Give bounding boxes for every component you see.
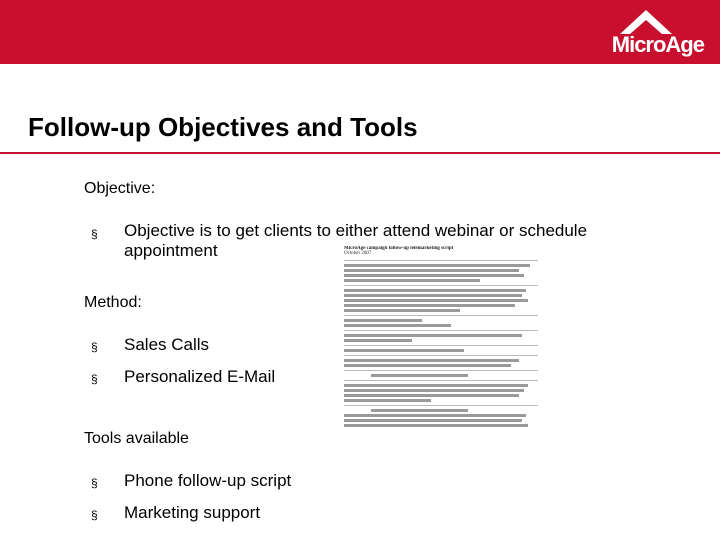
doc-line [344, 264, 530, 267]
doc-separator [344, 315, 538, 316]
doc-line [344, 334, 522, 337]
bullet-marker: § [91, 227, 98, 241]
bullet-marker: § [91, 340, 98, 354]
doc-line [344, 269, 519, 272]
doc-separator [344, 260, 538, 261]
doc-line [344, 274, 524, 277]
doc-line [344, 424, 528, 427]
bullet-personalized-email: Personalized E-Mail [124, 367, 276, 386]
section-label-objective: Objective: [84, 180, 156, 197]
doc-line [344, 349, 464, 352]
doc-line [371, 409, 468, 412]
doc-line [344, 399, 431, 402]
bullet-marker: § [91, 508, 98, 522]
slide-title: Follow-up Objectives and Tools [28, 112, 418, 142]
bullet-marketing-support: Marketing support [124, 503, 261, 522]
section-label-method: Method: [84, 294, 142, 311]
doc-line [344, 304, 515, 307]
doc-line [344, 419, 522, 422]
logo-wordmark: MicroAge [611, 32, 704, 57]
doc-line [344, 414, 526, 417]
doc-line [344, 299, 528, 302]
doc-line [344, 364, 511, 367]
doc-line [344, 324, 451, 327]
header-bar [0, 0, 720, 64]
doc-separator [344, 285, 538, 286]
doc-heading: MicroAge campaign follow-up telemarketing script [344, 246, 454, 251]
doc-line [344, 389, 524, 392]
bullet-objective: Objective is to get clients to either attend webinar or schedule appointment [124, 221, 588, 260]
doc-line [344, 384, 528, 387]
section-label-tools: Tools available [84, 430, 189, 447]
doc-separator [344, 345, 538, 346]
doc-separator [344, 405, 538, 406]
doc-line [344, 394, 519, 397]
doc-line [344, 279, 480, 282]
doc-separator [344, 330, 538, 331]
bullet-sales-calls: Sales Calls [124, 335, 210, 354]
doc-separator [344, 380, 538, 381]
doc-line [344, 289, 526, 292]
bullet-marker: § [91, 476, 98, 490]
doc-line [344, 359, 519, 362]
doc-date: October 2007 [344, 251, 372, 256]
bullet-phone-script: Phone follow-up script [124, 471, 292, 490]
doc-line [344, 294, 522, 297]
title-divider [0, 152, 720, 154]
doc-separator [344, 370, 538, 371]
doc-line [344, 309, 460, 312]
microage-logo [564, 8, 704, 58]
script-document-thumbnail [344, 246, 538, 508]
doc-line [344, 339, 412, 342]
doc-line [371, 374, 468, 377]
doc-line [344, 319, 422, 322]
doc-separator [344, 355, 538, 356]
bullet-marker: § [91, 372, 98, 386]
